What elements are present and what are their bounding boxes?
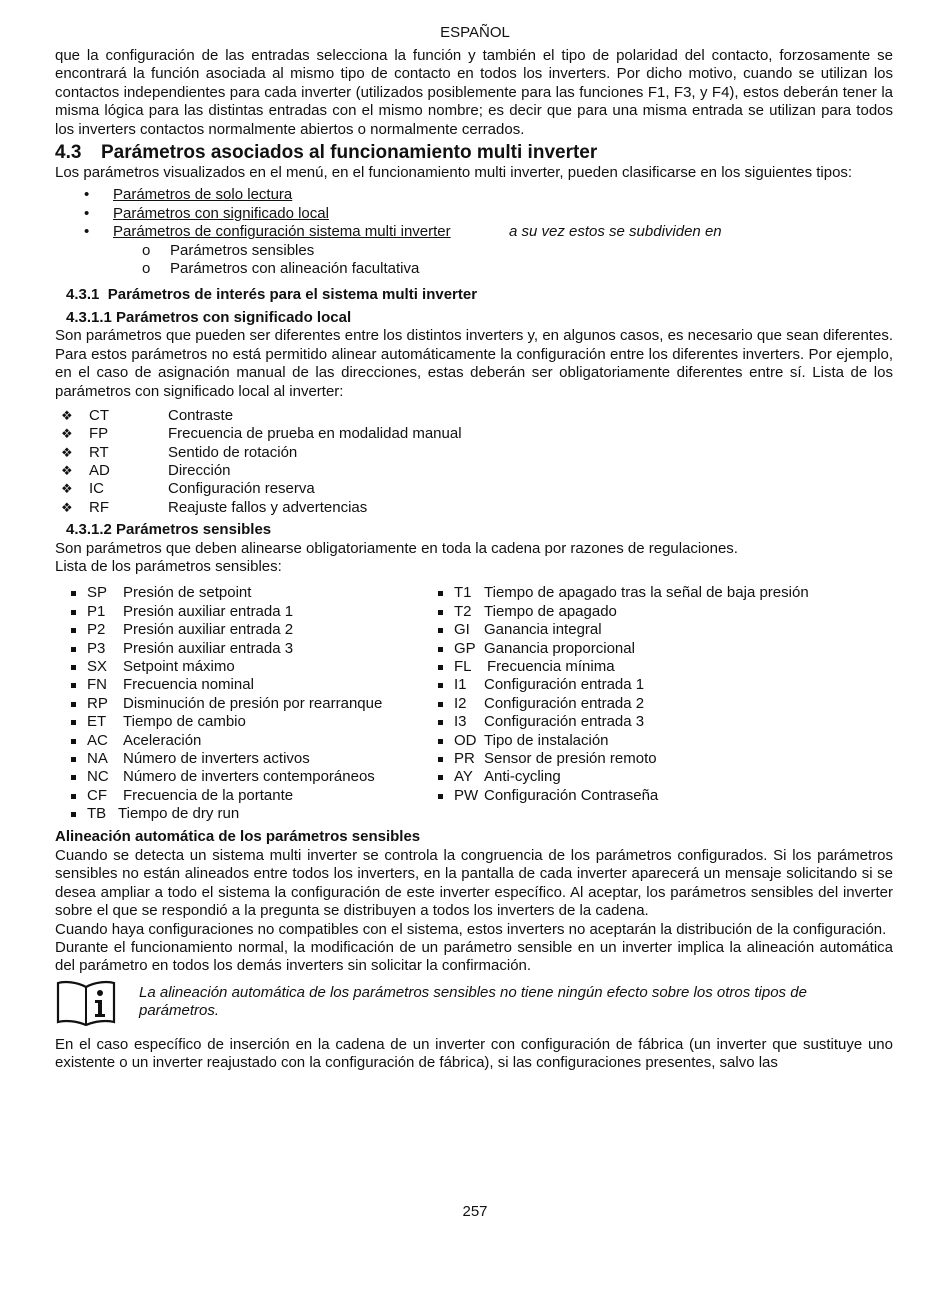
- square-bullet-icon: [71, 591, 76, 596]
- list-item: [71, 787, 421, 805]
- param-desc: Presión auxiliar entrada 3: [123, 639, 294, 657]
- list-item: [55, 260, 893, 278]
- square-bullet-icon: [71, 702, 76, 707]
- diamond-bullet-icon: ❖: [61, 426, 73, 442]
- square-bullet-icon: [71, 720, 76, 725]
- type-label: Parámetros con significado local: [113, 204, 329, 222]
- square-bullet-icon: [438, 647, 443, 652]
- param-desc: Anti-cycling: [484, 768, 561, 786]
- square-bullet-icon: [71, 812, 76, 817]
- param-desc: Contraste: [168, 406, 234, 424]
- param-code: I1: [454, 676, 467, 694]
- bullet-icon: •: [84, 223, 90, 241]
- param-code: GP: [454, 639, 476, 657]
- note-text: La alineación automática de los parámetros sensibles no tiene ningún efecto sobre los otros tipos de parámetros.: [139, 983, 807, 1020]
- alignment-paragraph-2: Cuando haya configuraciones no compatibles con el sistema, estos inverters no aceptarán la distribución de la configuración.: [55, 920, 887, 938]
- list-item: [438, 713, 898, 731]
- param-code: IC: [89, 480, 104, 498]
- param-code: SX: [87, 658, 108, 676]
- list-item: [438, 676, 898, 694]
- param-desc: Dirección: [168, 462, 231, 480]
- param-code: I2: [454, 694, 467, 712]
- page-content: [55, 47, 893, 1073]
- param-desc: Presión de setpoint: [123, 584, 252, 602]
- param-code: RP: [87, 694, 108, 712]
- param-desc: Tipo de instalación: [484, 731, 609, 749]
- param-code: P2: [87, 621, 106, 639]
- square-bullet-icon: [71, 739, 76, 744]
- section-title: Parámetros asociados al funcionamiento multi inverter: [101, 142, 598, 164]
- diamond-bullet-icon: ❖: [61, 463, 73, 479]
- list-item: [438, 787, 898, 805]
- list-item: [71, 695, 421, 713]
- param-code: GI: [454, 621, 470, 639]
- list-item: [71, 750, 421, 768]
- list-item: [438, 603, 898, 621]
- diamond-bullet-icon: ❖: [61, 499, 73, 515]
- diamond-bullet-icon: ❖: [61, 481, 73, 497]
- param-desc: Sensor de presión remoto: [484, 749, 657, 767]
- sensitive-params-list-label: Lista de los parámetros sensibles:: [55, 558, 282, 576]
- param-code: CT: [89, 406, 109, 424]
- param-code: T2: [454, 602, 472, 620]
- param-code: ET: [87, 713, 107, 731]
- list-item: [438, 621, 898, 639]
- param-desc: Setpoint máximo: [123, 658, 235, 676]
- sensitive-params-left-column: [71, 584, 421, 823]
- list-item: [71, 658, 421, 676]
- list-item: [71, 805, 421, 823]
- param-code: RT: [89, 443, 109, 461]
- closing-paragraph: En el caso específico de inserción en la cadena de un inverter con configuración de fábrica (un inverter que sustituye uno existente o un inverter reajustado con la configuración de fábrica), si las configuraciones presentes, salvo las: [55, 1035, 893, 1072]
- param-desc: Frecuencia de la portante: [123, 786, 294, 804]
- parameter-types-list: [55, 186, 893, 241]
- subsection-number: 4.3.1: [66, 286, 100, 304]
- list-item: [71, 732, 421, 750]
- param-code: FL: [454, 658, 472, 676]
- param-code: P3: [87, 639, 106, 657]
- square-bullet-icon: [438, 665, 443, 670]
- sensitive-params-right-column: [438, 584, 898, 805]
- param-desc: Presión auxiliar entrada 2: [123, 621, 294, 639]
- param-desc: Tiempo de apagado: [484, 602, 617, 620]
- diamond-bullet-icon: ❖: [61, 444, 73, 460]
- list-item: [55, 480, 893, 498]
- square-bullet-icon: [438, 794, 443, 799]
- type-label: Parámetros de configuración sistema multi inverter: [113, 223, 451, 241]
- subtype-label: Parámetros sensibles: [170, 241, 315, 259]
- list-item: [55, 444, 893, 462]
- param-code: TB: [87, 805, 107, 823]
- list-item: [55, 425, 893, 443]
- param-desc: Ganancia integral: [484, 621, 602, 639]
- section-heading: [55, 142, 893, 164]
- sensitive-params-columns: [55, 584, 893, 824]
- param-code: P1: [87, 602, 106, 620]
- list-item: [55, 407, 893, 425]
- square-bullet-icon: [71, 628, 76, 633]
- list-item: [71, 603, 421, 621]
- alignment-paragraph-1: Cuando se detecta un sistema multi inverter se controla la congruencia de los parámetros configurados. Si los parámetros sensibles no están alineados entre todos los inverters, en la pantalla de cada inverter aparecerá un mensaje solicitando si se desea ampliar a todo el sistema la configuración de este inverter específico. Al aceptar, los parámetros sensibles del inverter sobre el que se respondió a la pregunta se distribuyen a todos los inverters de la cadena.: [55, 846, 893, 920]
- param-code: NC: [87, 768, 109, 786]
- info-note: [55, 980, 893, 1036]
- square-bullet-icon: [438, 610, 443, 615]
- local-params-heading: 4.3.1.1 Parámetros con significado local: [66, 308, 352, 326]
- section-number: 4.3: [55, 142, 82, 164]
- type-note: a su vez estos se subdividen en: [509, 223, 722, 241]
- bullet-icon: •: [84, 186, 90, 204]
- param-code: NA: [87, 749, 108, 767]
- list-item: [71, 621, 421, 639]
- param-code: PR: [454, 749, 475, 767]
- page-number: 257: [462, 1203, 488, 1220]
- circle-bullet-icon: o: [142, 260, 151, 278]
- param-code: PW: [454, 786, 479, 804]
- param-desc: Aceleración: [123, 731, 202, 749]
- sensitive-params-text: Son parámetros que deben alinearse obligatoriamente en toda la cadena por razones de regulaciones.: [55, 539, 738, 557]
- info-book-icon: [55, 980, 117, 1026]
- square-bullet-icon: [438, 720, 443, 725]
- bullet-icon: •: [84, 204, 90, 222]
- param-code: AD: [89, 462, 110, 480]
- square-bullet-icon: [71, 775, 76, 780]
- list-item: [438, 658, 898, 676]
- list-item: [438, 640, 898, 658]
- square-bullet-icon: [71, 665, 76, 670]
- list-item: [55, 499, 893, 517]
- param-desc: Número de inverters contemporáneos: [123, 768, 375, 786]
- list-item: [55, 186, 893, 204]
- param-code: RF: [89, 498, 109, 516]
- square-bullet-icon: [71, 757, 76, 762]
- list-item: [71, 768, 421, 786]
- param-code: SP: [87, 584, 108, 602]
- list-item: [438, 695, 898, 713]
- list-item: [71, 584, 421, 602]
- list-item: [71, 640, 421, 658]
- local-params-text: Son parámetros que pueden ser diferentes entre los distintos inverters y, en algunos casos, es necesario que sean diferentes. Para estos parámetros no está permitido alinear automáticamente la configuración entre los diferentes inverters. Por ejemplo, en el caso de asignación manual de las direcciones, estas deberán ser obligatoriamente diferentes entre sí. Lista de los parámetros con significado local al inverter:: [55, 327, 893, 400]
- param-code: OD: [454, 731, 477, 749]
- square-bullet-icon: [71, 647, 76, 652]
- subsection-title: Parámetros de interés para el sistema multi inverter: [107, 286, 478, 304]
- param-desc: Tiempo de cambio: [123, 713, 246, 731]
- square-bullet-icon: [438, 775, 443, 780]
- param-code: CF: [87, 786, 107, 804]
- alignment-paragraph-3: Durante el funcionamiento normal, la modificación de un parámetro sensible en un inverter implica la alineación automática del parámetro en todos los demás inverters sin solicitar la confirmación.: [55, 938, 893, 975]
- param-desc: Configuración entrada 1: [484, 676, 645, 694]
- square-bullet-icon: [71, 610, 76, 615]
- param-code: FN: [87, 676, 107, 694]
- square-bullet-icon: [438, 683, 443, 688]
- diamond-bullet-icon: ❖: [61, 407, 73, 423]
- param-code: AY: [454, 768, 473, 786]
- param-desc: Disminución de presión por rearranque: [123, 694, 383, 712]
- param-desc: Configuración entrada 2: [484, 694, 645, 712]
- list-item: [438, 584, 898, 602]
- list-item: [71, 713, 421, 731]
- param-code: AC: [87, 731, 108, 749]
- list-item: [438, 768, 898, 786]
- language-header: ESPAÑOL: [440, 24, 510, 41]
- subtype-label: Parámetros con alineación facultativa: [170, 260, 420, 278]
- local-params-list: [55, 407, 893, 517]
- sensitive-params-heading: 4.3.1.2 Parámetros sensibles: [66, 521, 272, 539]
- alignment-heading: Alineación automática de los parámetros sensibles: [55, 828, 421, 846]
- square-bullet-icon: [71, 794, 76, 799]
- square-bullet-icon: [71, 683, 76, 688]
- param-desc: Configuración Contraseña: [484, 786, 659, 804]
- square-bullet-icon: [438, 702, 443, 707]
- square-bullet-icon: [438, 628, 443, 633]
- param-desc: Presión auxiliar entrada 1: [123, 602, 294, 620]
- param-desc: Tiempo de dry run: [118, 805, 240, 823]
- list-item: [55, 205, 893, 223]
- param-desc: Número de inverters activos: [123, 749, 310, 767]
- circle-bullet-icon: o: [142, 241, 151, 259]
- square-bullet-icon: [438, 757, 443, 762]
- subsection-heading: [66, 286, 893, 304]
- parameter-subtypes-list: [55, 242, 893, 279]
- list-item: [438, 750, 898, 768]
- intro-paragraph: que la configuración de las entradas selecciona la función y también el tipo de polaridad del contacto, forzosamente se encontrará la función asociada al mismo tipo de contacto en todos los inverters. Por dicho motivo, cuando se utilizan los contactos independientes para cada inverter (utilizados posiblemente para las funciones F1, F3, y F4), estos deberán tener la misma lógica para las distintas entradas con el mismo nombre; es decir que para una misma entrada se utilizan para todos los inverters contactos normalmente abiertos o normalmente cerrados.: [55, 47, 893, 138]
- param-desc: Reajuste fallos y advertencias: [168, 498, 368, 516]
- param-desc: Configuración entrada 3: [484, 713, 645, 731]
- param-desc: Tiempo de apagado tras la señal de baja presión: [484, 584, 809, 602]
- square-bullet-icon: [438, 739, 443, 744]
- list-item: [55, 242, 893, 260]
- param-desc: Sentido de rotación: [168, 443, 298, 461]
- list-item: [55, 223, 893, 241]
- param-code: FP: [89, 425, 109, 443]
- type-label: Parámetros de solo lectura: [113, 186, 293, 204]
- section-intro: Los parámetros visualizados en el menú, en el funcionamiento multi inverter, pueden clasificarse en los siguientes tipos:: [55, 164, 853, 182]
- param-desc: Configuración reserva: [168, 480, 315, 498]
- param-desc: Ganancia proporcional: [484, 639, 635, 657]
- param-code: T1: [454, 584, 472, 602]
- param-desc: Frecuencia nominal: [123, 676, 254, 694]
- param-desc: Frecuencia de prueba en modalidad manual: [168, 425, 462, 443]
- list-item: [55, 462, 893, 480]
- param-code: I3: [454, 713, 467, 731]
- square-bullet-icon: [438, 591, 443, 596]
- list-item: [438, 732, 898, 750]
- list-item: [71, 676, 421, 694]
- param-desc: Frecuencia mínima: [487, 658, 615, 676]
